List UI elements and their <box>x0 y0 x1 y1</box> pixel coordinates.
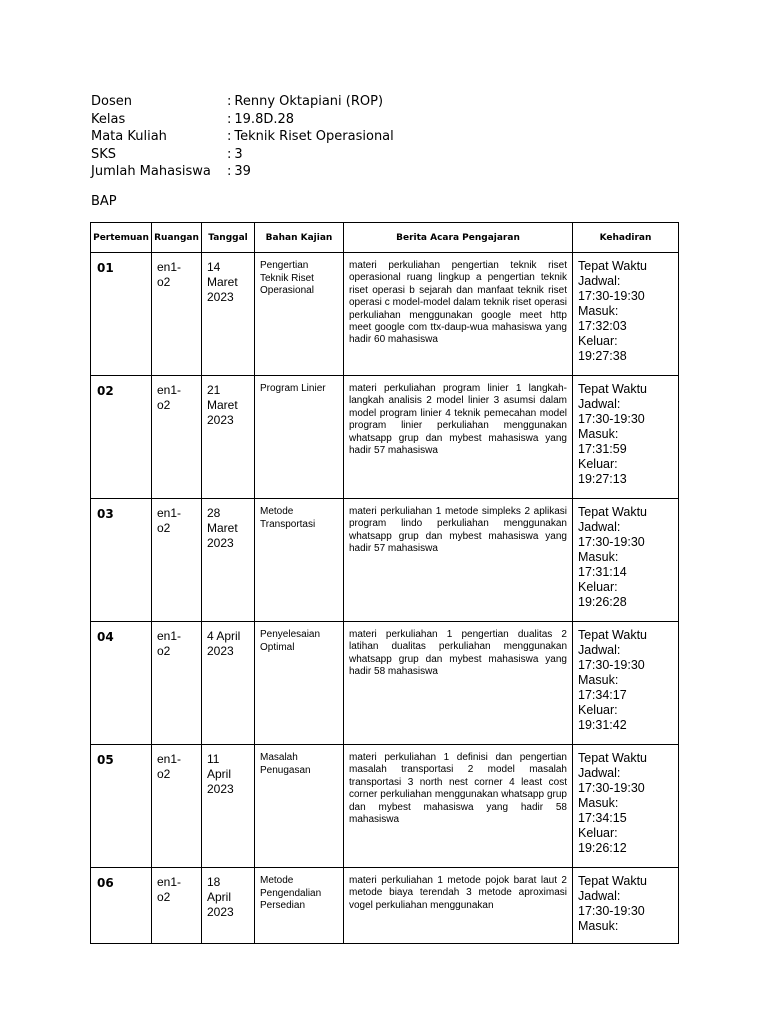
header-berita-acara: Berita Acara Pengajaran <box>344 223 573 253</box>
cell-pertemuan: 01 <box>91 253 152 376</box>
info-label: Kelas <box>91 111 126 127</box>
cell-pertemuan: 04 <box>91 622 152 745</box>
info-value: Renny Oktapiani (ROP) <box>234 94 384 109</box>
info-value: 3 <box>234 146 243 162</box>
info-value: Teknik Riset Operasional <box>234 129 394 145</box>
cell-berita-acara: materi perkuliahan 1 metode pojok barat laut 2 metode biaya terendah 3 metode aproximasi vogel perkuliahan menggunakan <box>344 868 573 944</box>
cell-kehadiran: Tepat Waktu Jadwal: 17:30-19:30 Masuk: 17:34:17 Keluar: 19:31:42 <box>573 622 679 745</box>
cell-kehadiran: Tepat Waktu Jadwal: 17:30-19:30 Masuk: 17:31:14 Keluar: 19:26:28 <box>573 499 679 622</box>
cell-bahan-kajian: Metode Pengendalian Persedian <box>255 868 344 944</box>
header-kehadiran: Kehadiran <box>573 223 679 253</box>
cell-bahan-kajian: Metode Transportasi <box>255 499 344 622</box>
header-tanggal: Tanggal <box>202 223 255 253</box>
cell-ruangan: en1- o2 <box>152 499 202 622</box>
table-row <box>91 499 679 622</box>
cell-kehadiran: Tepat Waktu Jadwal: 17:30-19:30 Masuk: 17:32:03 Keluar: 19:27:38 <box>573 253 679 376</box>
cell-berita-acara: materi perkuliahan 1 pengertian dualitas 2 latihan dualitas perkuliahan menggunakan whatsapp grup dan mybest mahasiswa yang hadir 58 mahasiswa <box>344 622 573 745</box>
cell-berita-acara: materi perkuliahan pengertian teknik riset operasional ruang lingkup a pengertian teknik riset operasi b sejarah dan manfaat teknik riset operasi c model-model dalam teknik riset operasi perkuliahan menggunakan google meet http meet google com ttx-daup-wua mahasiswa yang hadir 60 mahasiswa <box>344 253 573 376</box>
table-row <box>91 868 679 944</box>
header-ruangan: Ruangan <box>152 223 202 253</box>
cell-bahan-kajian: Program Linier <box>255 376 344 499</box>
cell-tanggal: 11 April 2023 <box>202 745 255 868</box>
cell-tanggal: 4 April 2023 <box>202 622 255 745</box>
table-row <box>91 253 679 376</box>
cell-pertemuan: 06 <box>91 868 152 944</box>
cell-kehadiran: Tepat Waktu Jadwal: 17:30-19:30 Masuk: 17:34:15 Keluar: 19:26:12 <box>573 745 679 868</box>
cell-kehadiran: Tepat Waktu Jadwal: 17:30-19:30 Masuk: <box>573 868 679 944</box>
header-bahan-kajian: Bahan Kajian <box>255 223 344 253</box>
cell-tanggal: 14 Maret 2023 <box>202 253 255 376</box>
cell-pertemuan: 05 <box>91 745 152 868</box>
info-value: 19.8D.28 <box>234 111 295 127</box>
cell-berita-acara: materi perkuliahan program linier 1 langkah-langkah analisis 2 model linier 3 asumsi dalam model program linier 4 teknik pemecahan model program linier perkuliahan menggunakan whatsapp grup dan mybest mahasiswa yang hadir 57 mahasiswa <box>344 376 573 499</box>
cell-tanggal: 18 April 2023 <box>202 868 255 944</box>
cell-bahan-kajian: Pengertian Teknik Riset Operasional <box>255 253 344 376</box>
cell-ruangan: en1- o2 <box>152 745 202 868</box>
cell-pertemuan: 02 <box>91 376 152 499</box>
info-label: SKS <box>91 146 117 162</box>
cell-bahan-kajian: Penyelesaian Optimal <box>255 622 344 745</box>
table-row <box>91 622 679 745</box>
cell-tanggal: 21 Maret 2023 <box>202 376 255 499</box>
cell-bahan-kajian: Masalah Penugasan <box>255 745 344 868</box>
info-label: Jumlah Mahasiswa <box>91 164 211 180</box>
bap-table <box>90 222 679 944</box>
cell-ruangan: en1- o2 <box>152 376 202 499</box>
cell-ruangan: en1- o2 <box>152 253 202 376</box>
cell-ruangan: en1- o2 <box>152 868 202 944</box>
table-row <box>91 745 679 868</box>
table-header-row <box>91 223 679 253</box>
cell-kehadiran: Tepat Waktu Jadwal: 17:30-19:30 Masuk: 17:31:59 Keluar: 19:27:13 <box>573 376 679 499</box>
table-row <box>91 376 679 499</box>
cell-berita-acara: materi perkuliahan 1 metode simpleks 2 aplikasi program lindo perkuliahan menggunakan whatsapp grup dan mybest mahasiswa yang hadir 57 mahasiswa <box>344 499 573 622</box>
info-label: Mata Kuliah <box>91 129 167 145</box>
cell-ruangan: en1- o2 <box>152 622 202 745</box>
cell-pertemuan: 03 <box>91 499 152 622</box>
header-pertemuan: Pertemuan <box>91 223 152 253</box>
info-value: 39 <box>234 164 251 180</box>
cell-berita-acara: materi perkuliahan 1 definisi dan pengertian masalah transportasi 2 model masalah transportasi 3 north nest corner 4 least cost corner perkuliahan menggunakan whatsapp grup dan mybest mahasiswa yang hadir 58 mahasiswa <box>344 745 573 868</box>
section-label-bap: BAP <box>91 194 117 209</box>
cell-tanggal: 28 Maret 2023 <box>202 499 255 622</box>
info-label: Dosen <box>91 94 132 109</box>
